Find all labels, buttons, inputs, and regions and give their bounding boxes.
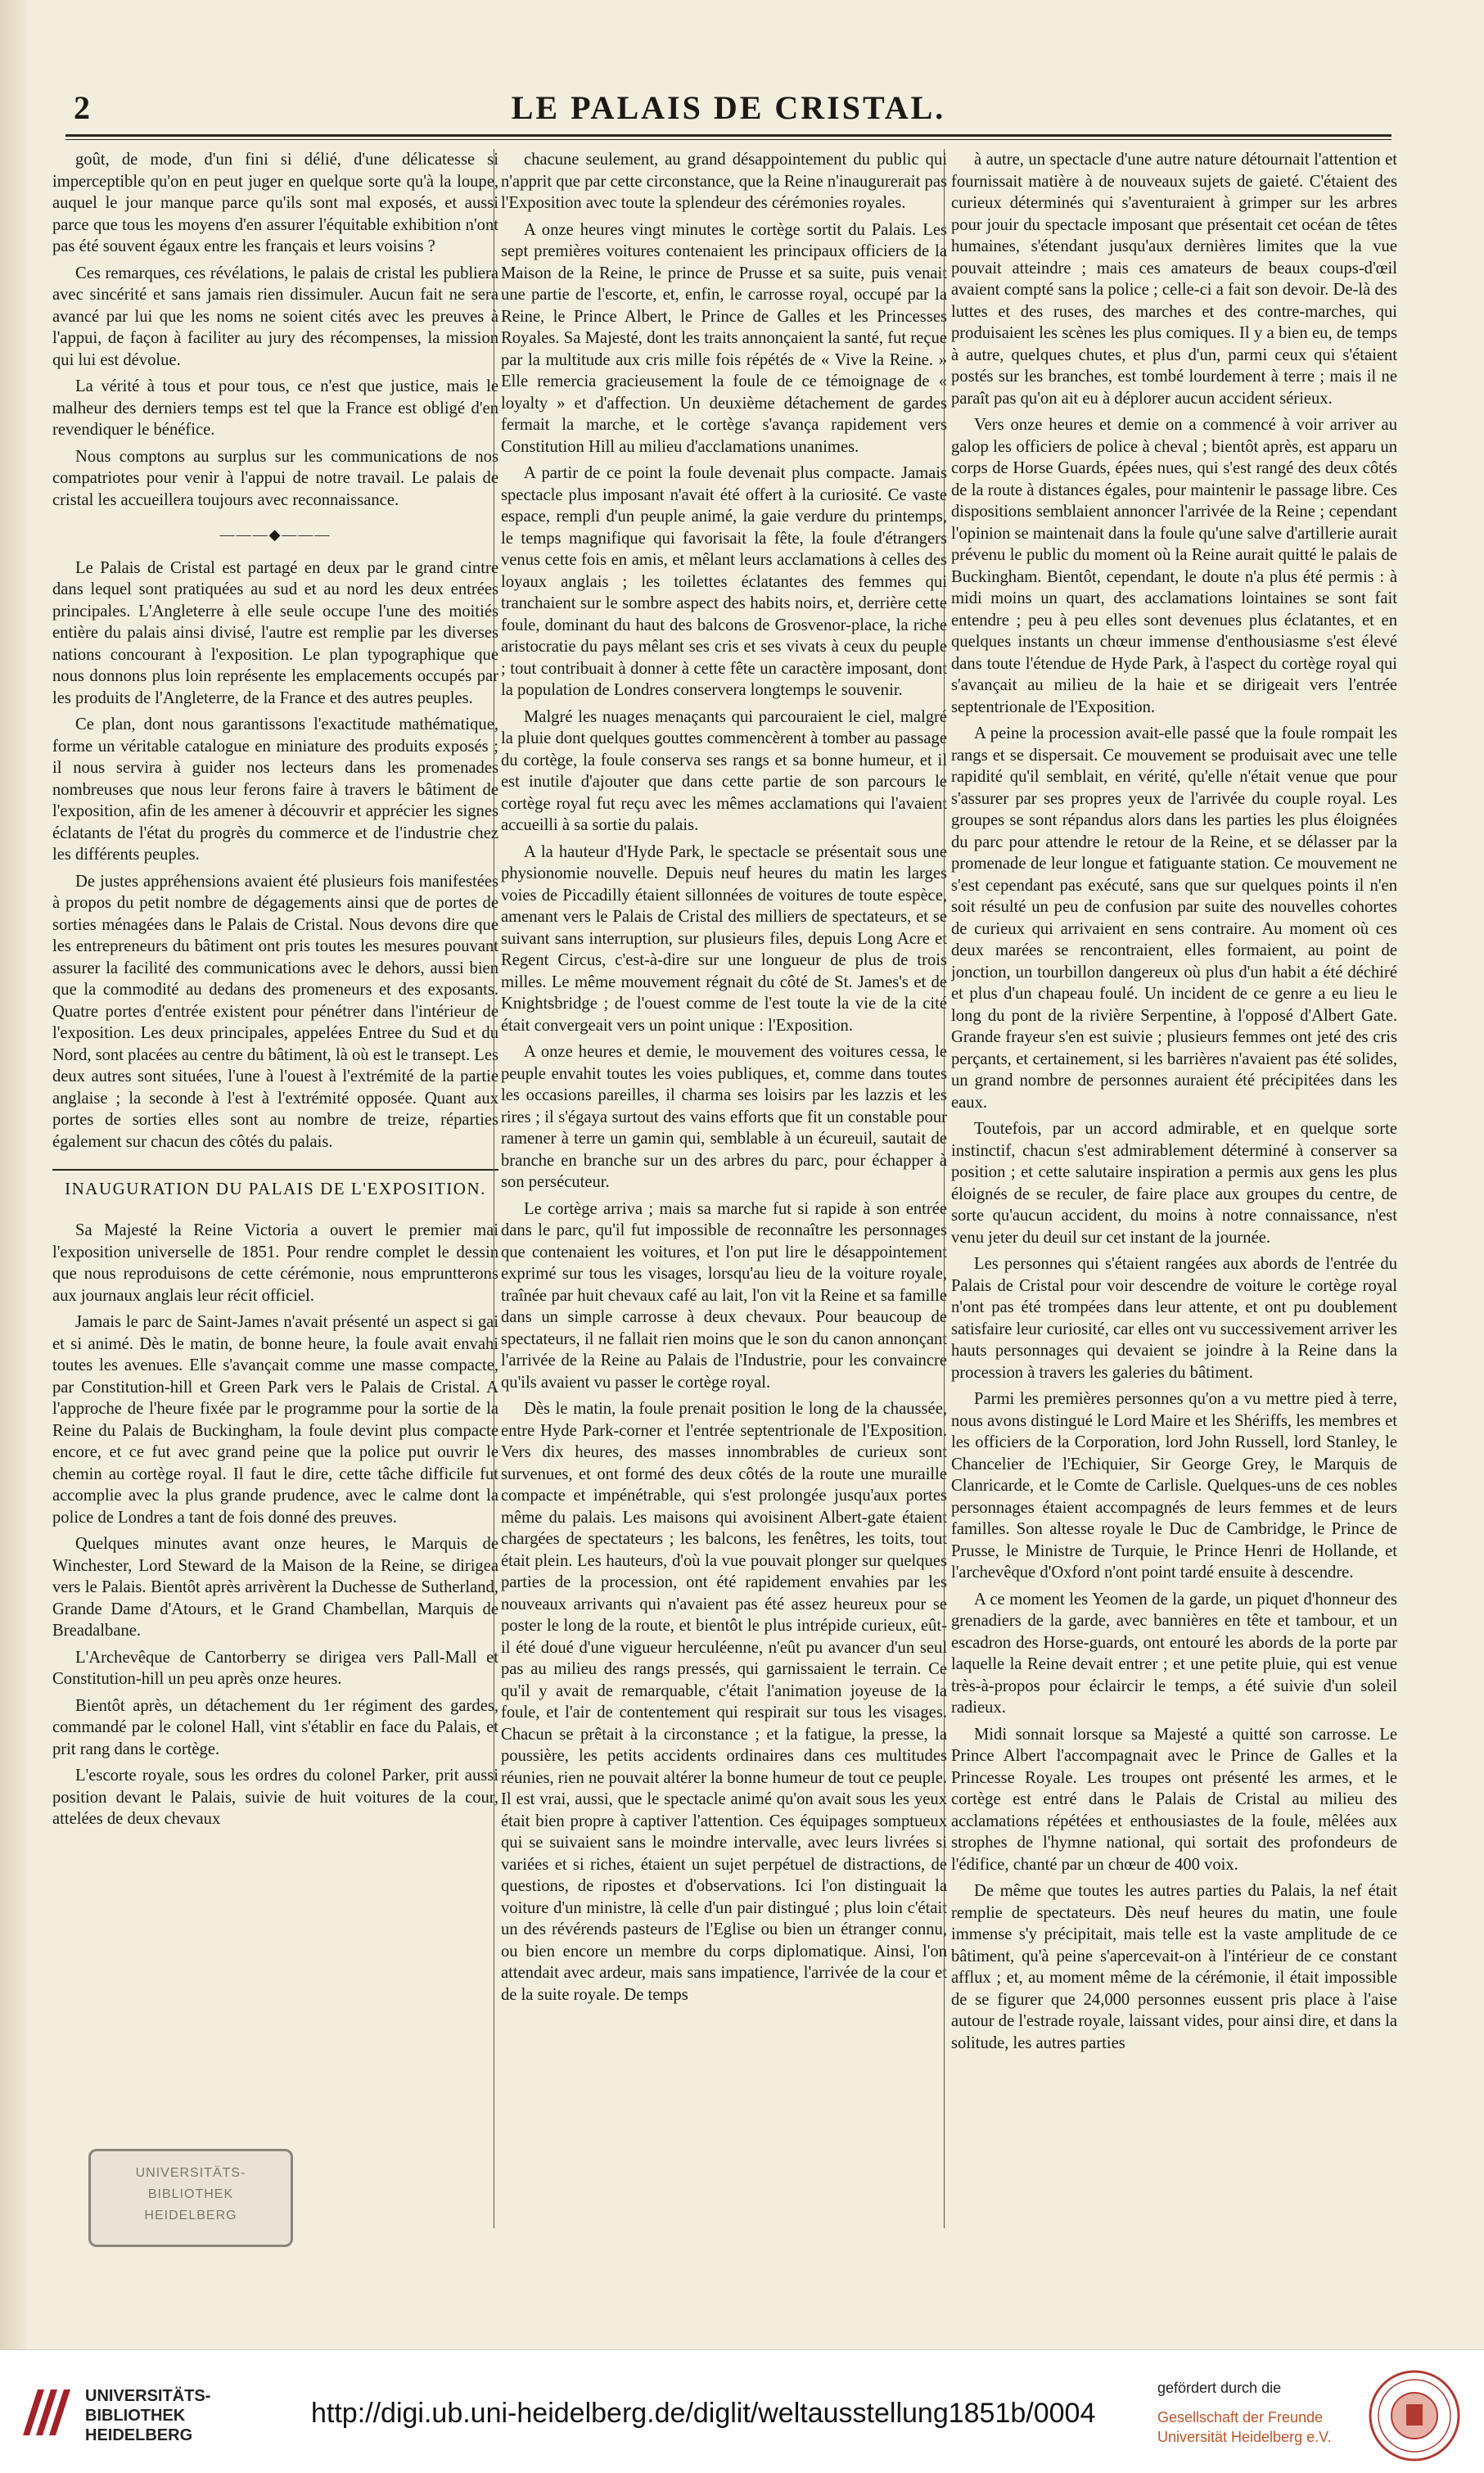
library-name-line: BIBLIOTHEK [85,2407,186,2425]
paragraph: A ce moment les Yeomen de la garde, un piquet d'honneur des grenadiers de la garde, avec bannières en tête et tambour, et un escadron des Horse-guards, ont entouré les abords de la porte par laquelle la Reine devait entrer ; et une petite pluie, qui est venue très-à-propos pour éclaircir le temps, a été suivie d'un soleil radieux. [951,1590,1397,1717]
stamp-line: HEIDELBERG [144,2209,237,2223]
university-seal-icon [1367,2368,1462,2463]
sponsor-label: gefördert durch die [1157,2380,1282,2396]
page-edge-shadow [0,0,28,2349]
paragraph: Le Palais de Cristal est partagé en deux par le grand cintre dans lequel sont pratiquées au sud et au nord les deux entrées principales. L'Angleterre à elle seule occupe l'une des moitiés entière du palais ainsi divisé, l'autre est remplie par les diverses nations concourant à l'exposition. Le plan typographique que nous donnons plus loin représente les emplacements occupés par les produits de l'Angleterre, de la France et des autres peuples. [52,558,498,707]
paragraph: Toutefois, par un accord admirable, et en quelque sorte instinctif, chacun s'est admirablement déterminé à conserver sa position ; et cette salutaire inspiration a permis aux gens les plus éloignés de se reculer, de faire place aux groupes du centre, de sorte qu'aucun accident, du moins à notre connaissance, n'est venu jeter du deuil sur cet instant de la journée. [951,1120,1397,1247]
library-stamp [88,2149,293,2247]
paragraph: La vérité à tous et pour tous, ce n'est que justice, mais le malheur des derniers temps est tel que la France est obligé d'en revendiquer le bénéfice. [52,377,498,439]
section-title: INAUGURATION DU PALAIS DE L'EXPOSITION. [52,1169,498,1200]
sponsor-name [1157,2408,1331,2447]
paragraph: A peine la procession avait-elle passé que la foule rompait les rangs et se dispersait. Ce mouvement se produisait avec une telle rapidité qu'il semblait, en vérité, qu'elle n'était venue que pour s'assurer par ses propres yeux de l'arrivée du couple royal. Les groupes se sont répandus alors dans les parties les plus éloignées du parc pour attendre le retour de la Reine, et se délasser par la promenade de leur longue et fatiguante station. Ce mouvement ne s'est cependant pas exécuté, sans que sur quelques points il n'en soit résulté un peu de confusion par suite des nouvelles cohortes de curieux qui arrivaient en sens contraire. Au moment où ces deux marées se rencontraient, elles formaient, au point de jonction, un tourbillon dangereux où plus d'un habit a été déchiré et plus d'un chapeau foulé. Un incident de ce genre a eu lieu le long du pont de la rivière Serpentine, à l'opposé d'Albert Gate. Grande frayeur s'en est suivie ; plusieurs femmes ont jeté des cris perçants, et certainement, si les barrières n'avaient pas été solides, un grand nombre de personnes auraient été précipitées dans les eaux. [951,724,1397,1112]
paragraph: Nous comptons au surplus sur les communications de nos compatriotes pour venir à l'appui de notre travail. Le palais de cristal les accueillera toujours avec reconnaissance. [52,447,498,509]
paragraph: L'escorte royale, sous les ordres du colonel Parker, prit aussi position devant le Palais, suivie de huit voitures de la cour, attelées de deux chevaux [52,1767,498,1828]
paragraph: Quelques minutes avant onze heures, le Marquis de Winchester, Lord Steward de la Maison de la Reine, se dirigea vers le Palais. Bientôt après arrivèrent la Duchesse de Sutherland, Grande Dame d'Atours, et le Grand Chambellan, Marquis de Breadalbane. [52,1535,498,1640]
paragraph: Dès le matin, la foule prenait position le long de la chaussée, entre Hyde Park-corner et l'entrée septentrionale de l'Exposition. Vers dix heures, des masses innombrables de curieux sont survenues, et ont formé des deux côtés de la route une muraille compacte et impénétrable, qui s'est prolongée jusqu'aux portes même du palais. Les maisons qui avoisinent Albert-gate étaient chargées de spectateurs ; les balcons, les fenêtres, les toits, tout était plein. Les hauteurs, d'où la vue pouvait plonger sur quelques parties de la procession, ont été rapidement envahies par les nouveaux arrivants qui n'avaient pas été assez heureux pour se poster le long de la route, et bientôt le plus intrépide curieux, eût-il été doué d'une vigueur herculéenne, n'eût pu avancer d'un seul pas au milieu des rangs pressés, qui garnissaient le terrain. Ce qu'il y avait de remarquable, c'était l'animation joyeuse de la foule, et l'air de contentement qui respirait sur tous les visages. Chacun se prêtait à la circonstance ; et la fatigue, la presse, la poussière, les petits accidents ordinaires dans ces multitudes réunies, rien ne pouvait altérer la bonne humeur de tout ce peuple. Il est vrai, aussi, que le spectacle animé qu'on avait sous les yeux était bien propre à captiver l'attention. Ces équipages somptueux qui se suivaient sans le moindre intervalle, avec leurs livrées si variées et si riches, étaient un sujet perpétuel de distractions, de questions, de ripostes et d'observations. Ici l'on distinguait la voiture d'un ministre, là celle d'un pair distingué ; plus loin c'était un des révérends pasteurs de l'Eglise ou bien un étranger connu, ou bien encore un membre du corps diplomatique. Ainsi, l'on attendait avec ardeur, mais sans impatience, l'arrivée de la cour et de la suite royale. De temps [501,1400,947,2004]
paragraph: De justes appréhensions avaient été plusieurs fois manifestées à propos du petit nombre de dégagements ainsi que de portes de sorties ménagées dans le Palais de Cristal. Nous devons dire que les entrepreneurs du bâtiment ont pris toutes les mesures pouvant assurer la facilité des communications avec le dehors, aussi bien que la commodité au dedans des promeneurs et des exposants. Quatre portes d'entrée existent pour pénétrer dans l'intérieur de l'exposition. Les deux principales, appelées Entree du Sud et du Nord, sont placées au centre du bâtiment, là où est le transept. Les deux autres sont situées, l'une à l'ouest à l'extrémité de la partie anglaise ; la seconde à l'est à l'extrémité opposée. Quant aux portes de sorties elles sont au nombre de treize, réparties également sur chacun des côtés du palais. [52,872,498,1151]
paragraph: Jamais le parc de Saint-James n'avait présenté un aspect si gai et si animé. Dès le matin, de bonne heure, la foule avait envahi toutes les avenues. Elle s'avançait comme une masse compacte, par Constitution-hill et Green Park vers le Palais de Cristal. A l'approche de l'heure fixée par le programme pour la sortie de la Reine du Palais de Buckingham, la foule devint plus compacte encore, et ce fut avec grand peine que la police put ouvrir le chemin au cortège royal. Il faut le dire, cette tâche difficile fut accomplie avec la plus grande prudence, avec le calme dont la police de Londres a tant de fois donné des preuves. [52,1313,498,1527]
paragraph: à autre, un spectacle d'une autre nature détournait l'attention et fournissait matière à de nouveaux sujets de gaieté. C'étaient des curieux déterminés qui s'aventuraient à grimper sur les arbres pour jouir du spectacle imposant que présentait cet océan de têtes humaines, s'étendant jusqu'aux dernières limites que la vue pouvait atteindre ; mais ces amateurs de beaux coups-d'œil avaient compté sans la police ; celle-ci a fait son devoir. De-là des luttes et des ruses, des marches et des contre-marches, qui produisaient les scènes les plus comiques. Il y a bien eu, de temps à autre, quelques chutes, et plus d'un, parmi ceux qui s'étaient postés sur les branches, est tombé lourdement à terre ; mais il ne paraît pas qu'on ait eu à déplorer aucun accident sérieux. [951,151,1397,408]
paragraph: Les personnes qui s'étaient rangées aux abords de l'entrée du Palais de Cristal pour voir descendre de voiture le cortège royal n'ont pas été trompées dans leur attente, et ont pu doublement satisfaire leur curiosité, car elles ont vu successivement arriver les hauts personnages qui devaient se joindre à la Reine dans la procession à travers les galeries du bâtiment. [951,1255,1397,1382]
column-1 [52,149,498,2228]
paragraph: A partir de ce point la foule devenait plus compacte. Jamais spectacle plus imposant n'avait été offert à la curiosité. Ce vaste espace, rempli d'un peuple animé, la gaie verdure du printemps, le temps magnifique qui favorisait la fête, la foule d'étrangers venus cette fois en amis, et mêlant leurs acclamations à celles des loyaux anglais ; les toilettes éclatantes des femmes qui tranchaient sur le sombre aspect des habits noirs, et, derrière cette foule, dominant du haut des balcons de Grosvenor-place, la riche aristocratie du pays mêlant ses cris et ses vivats à ceux du peuple ; tout contribuait à donner à cette fête un caractère imposant, dont la population de Londres conservera longtemps le souvenir. [501,464,947,699]
column-divider [944,149,945,2228]
paragraph: Midi sonnait lorsque sa Majesté a quitté son carrosse. Le Prince Albert l'accompagnait avec le Prince de Galles et la Princesse Royale. Les troupes ont présenté les armes, et le cortège est entré dans le Palais de Cristal au milieu des acclamations répétées et enthousiastes de la foule, mêlées aux strophes de l'hymne national, qui sortait des profondeurs de l'édifice, chanté par un chœur de 400 voix. [951,1725,1397,1874]
column-3 [951,149,1397,2228]
paragraph: Ces remarques, ces révélations, le palais de cristal les publiera avec sincérité et sans jamais rien dissimuler. Aucun fait ne sera avancé par lui que les noms ne soient cités avec les preuves à l'appui, de façon à faciliter au jury des récompenses, la mission qui lui est dévolue. [52,264,498,369]
page-number: 2 [74,89,90,126]
paragraph: goût, de mode, d'un fini si délié, d'une délicatesse si imperceptible qu'on en peut juger en quelque sorte qu'à la loupe, auquel le jour manque parce qu'ils sont mal exposés, et aussi parce que tous les moyens d'en assurer l'équitable exhibition n'ont pas été souvent égaux entre les français et leurs voisins ? [52,151,498,255]
paragraph: chacune seulement, au grand désappointement du public qui n'apprit que par cette circonstance, que la Reine n'inaugurerait pas l'Exposition avec toute la splendeur des cérémonies royales. [501,151,947,212]
library-name-line: UNIVERSITÄTS- [85,2387,211,2405]
paragraph: L'Archevêque de Cantorberry se dirigea vers Pall-Mall et Constitution-hill un peu après onze heures. [52,1648,498,1688]
sponsor-name-line: Universität Heidelberg e.V. [1157,2429,1332,2445]
sponsor-name-line: Gesellschaft der Freunde [1157,2409,1324,2426]
page-header [65,88,1392,138]
paragraph: A onze heures et demie, le mouvement des voitures cessa, le peuple envahit toutes les voies publiques, et, comme dans toutes les occasions pareilles, il charma ses loisirs par les lazzis et les rires ; il s'égaya surtout des vains efforts que fit un constable pour ramener à terre un gamin qui, semblable à un écureuil, sautait de branche en branche sur un des arbres du parc, pour échapper à son persécuteur. [501,1043,947,1191]
paragraph: Malgré les nuages menaçants qui parcouraient le ciel, malgré la pluie dont quelques gouttes commencèrent à tomber au passage du cortège, la foule conserva ses rangs et sa bonne humeur, et il est inutile d'ajouter que dans cette partie de son parcours le cortège royal fut reçu avec les mêmes acclamations qui l'avaient accueilli à sa sortie du palais. [501,707,947,834]
paragraph: Parmi les premières personnes qu'on a vu mettre pied à terre, nous avons distingué le Lord Maire et les Shériffs, les membres et les officiers de la Corporation, lord John Russell, lord Stanley, le Chancelier de l'Echiquier, Sir George Grey, le Marquis de Clanricarde, et le Comte de Carlisle. Quelques-uns de ces nobles personnages étaient accompagnés de leurs femmes et de leurs familles. Son altesse royale le Duc de Cambridge, le Prince de Prusse, le Ministre de Turquie, le Prince Henri de Hollande, et l'archevêque d'Oxford n'ont point tardé ensuite à descendre. [951,1390,1397,1582]
permalink-url[interactable]: http://digi.ub.uni-heidelberg.de/diglit/weltausstellung1851b/0004 [311,2398,1096,2429]
library-logo-icon [16,2383,75,2442]
paragraph: Vers onze heures et demie on a commencé à voir arriver au galop les officiers de police à cheval ; bientôt après, est apparu un corps de Horse Guards, épées nues, qui s'est rangé des deux côtés de la route à distances égales, pour maintenir le passage libre. Ces dispositions semblaient annoncer l'arrivée de la Reine ; cependant l'opinion se maintenait dans la foule qu'une salve d'artillerie aurait prévenu le public du moment où la Reine aurait quitté le palais de Buckingham. Bientôt, cependant, le doute n'a plus été permis : à midi moins un quart, des acclamations lointaines se sont fait entendre ; peu à peu elles sont devenues plus éclatantes, et en quelques instants un chœur immense d'enthousiasme s'est élevé dans toute l'étendue de Hyde Park, à l'aspect du cortège royal qui s'avançait au milieu de la haie et se dirigeait vers l'entrée septentrionale de l'Exposition. [951,416,1397,716]
paragraph: A onze heures vingt minutes le cortège sortit du Palais. Les sept premières voitures contenaient les principaux officiers de la Maison de la Reine, le prince de Prusse et sa suite, puis venait une partie de l'escorte, et, enfin, le carrosse royal, occupé par la Reine, le Prince Albert, le Prince de Galles et les Princesses Royales. Sa Majesté, dont les traits annonçaient la santé, fut reçue par la multitude aux cris mille fois répétés de « Vive la Reine. » Elle remercia gracieusement la foule de ce témoignage de « loyalty » et d'affection. Un deuxième détachement de gardes fermait la marche, et le cortège s'avança rapidement vers Constitution Hill au milieu d'acclamations unanimes. [501,220,947,456]
header-rule-thin [65,139,1392,140]
footer-bar [0,2349,1484,2473]
ornament-separator: ———◆——— [219,526,332,543]
paragraph: De même que toutes les autres parties du Palais, la nef était remplie de spectateurs. Dès neuf heures du matin, une foule immense s'y précipitait, mais telle est la vaste amplitude de ce bâtiment, qu'à peine s'apercevait-on à l'intérieur de ce constant afflux ; et, au moment même de la cérémonie, il était impossible de se figurer que 24,000 personnes eussent pris place à l'aise autour de l'estrade royale, laissant vides, pour ainsi dire, et dans la solitude, les autres parties [951,1882,1397,2052]
header-rule [65,134,1392,137]
library-name [85,2386,210,2445]
paragraph: Sa Majesté la Reine Victoria a ouvert le premier mai l'exposition universelle de 1851. Pour rendre complet le dessin que nous reproduisons de cette cérémonie, nous empruntterons aux journaux anglais leur récit officiel. [52,1221,498,1305]
column-2 [501,149,947,2228]
paragraph: Le cortège arriva ; mais sa marche fut si rapide à son entrée dans le parc, qu'il fut impossible de reconnaître les personnages que contenaient les voitures, et l'on put lire le désappointement exprimé sur tous les visages, lorsqu'au lieu de la voiture royale, traînée par huit chevaux café au lait, l'on vit la Reine et sa famille dans un simple carrosse à deux chevaux. Pour beaucoup de spectateurs, il ne fallait rien moins que le son du canon annonçant l'arrivée de la Reine au Palais de l'Industrie, pour les convaincre qu'ils avaient vu passer le cortège royal. [501,1199,947,1392]
stamp-line: BIBLIOTHEK [147,2187,234,2201]
paragraph: Bientôt après, un détachement du 1er régiment des gardes, commandé par le colonel Hall, vint s'établir en face du Palais, et prit rang dans le cortège. [52,1696,498,1758]
paragraph: A la hauteur d'Hyde Park, le spectacle se présentait sous une physionomie nouvelle. Depuis neuf heures du matin les larges voies de Piccadilly étaient sillonnées de voitures de toute espèce, amenant vers le Palais de Cristal des milliers de spectateurs, et se suivant sans interruption, sur plusieurs files, depuis Long Acre et Regent Circus, c'est-à-dire sur une longueur de plus de trois milles. Le même mouvement régnait du côté de St. James's et de Knightsbridge ; de l'ouest comme de l'est toute la vie de la cité était convergeait vers un point unique : l'Exposition. [501,842,947,1035]
paragraph: Ce plan, dont nous garantissons l'exactitude mathématique, forme un véritable catalogue en miniature des produits exposés ; il nous servira à guider nos lecteurs dans les promenades nombreuses que nous leur ferons faire à travers le bâtiment de l'exposition, afin de les amener à découvrir et apprécier les signes éclatants de l'état du progrès du commerce et de l'industrie chez les différents peuples. [52,715,498,864]
stamp-line: UNIVERSITÄTS- [135,2166,246,2180]
running-head: LE PALAIS DE CRISTAL. [511,89,946,126]
library-name-line: HEIDELBERG [85,2426,193,2444]
